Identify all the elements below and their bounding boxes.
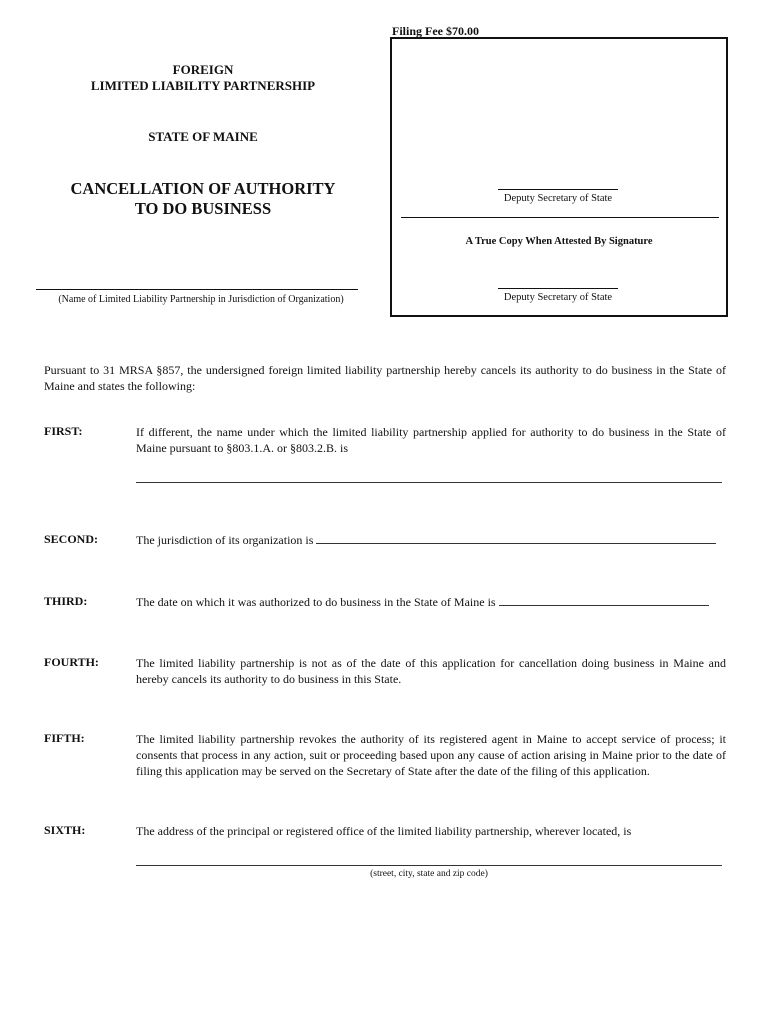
article-fourth-text: The limited liability partnership is not as of the date of this application for cancellation doing business in Maine and hereby cancels its authority to do business in this State. <box>136 656 726 686</box>
authorization-date-field[interactable] <box>499 594 709 606</box>
state-heading: STATE OF MAINE <box>148 129 258 144</box>
article-third-text: The date on which it was authorized to do business in the State of Maine is <box>136 595 496 609</box>
filing-office-box <box>390 37 728 317</box>
deputy-signature-line-2[interactable] <box>498 288 618 289</box>
article-first-text: If different, the name under which the limited liability partnership applied for authority to do business in the State of Maine pursuant to §803.1.A. or §803.2.B. is <box>136 425 726 455</box>
article-first-label: FIRST: <box>44 424 83 438</box>
article-second-label: SECOND: <box>44 532 99 546</box>
article-fifth-text: The limited liability partnership revokes the authority of its registered agent in Maine to accept service of process; it consents that process in any action, suit or proceeding based upon any cause of action arising in Maine prior to the date of filing this application may be served on the Secretary of State after the date of the filing of this application. <box>136 732 726 778</box>
title-line-foreign: FOREIGN <box>172 62 234 77</box>
partnership-name-field[interactable] <box>36 289 358 290</box>
form-title-line1: CANCELLATION OF AUTHORITY <box>70 179 336 198</box>
article-sixth-label: SIXTH: <box>44 823 86 837</box>
deputy-signature-line-1[interactable] <box>498 189 618 190</box>
office-address-caption: (street, city, state and zip code) <box>370 869 488 879</box>
article-first-answer-line[interactable] <box>136 482 722 483</box>
title-line-llp: LIMITED LIABILITY PARTNERSHIP <box>90 78 316 93</box>
form-title <box>40 179 366 219</box>
jurisdiction-field[interactable] <box>316 532 716 544</box>
article-second-row <box>136 532 726 548</box>
filing-fee: Filing Fee $70.00 <box>392 24 479 38</box>
partnership-name-caption: (Name of Limited Liability Partnership in Jurisdiction of Organization) <box>58 294 344 305</box>
deputy-signature-caption-1: Deputy Secretary of State <box>503 193 613 204</box>
office-address-field[interactable] <box>136 865 722 866</box>
deputy-signature-caption-2: Deputy Secretary of State <box>503 292 613 303</box>
article-sixth-text: The address of the principal or registered office of the limited liability partnership, wherever located, is <box>136 824 632 838</box>
article-fifth-label: FIFTH: <box>44 731 85 745</box>
document-type-title <box>40 62 366 94</box>
article-fourth-label: FOURTH: <box>44 655 99 669</box>
article-third-label: THIRD: <box>44 594 88 608</box>
intro-paragraph: Pursuant to 31 MRSA §857, the undersigned foreign limited liability partnership hereby cancels its authority to do business in the State of Maine and states the following: <box>44 363 726 393</box>
article-third-row <box>136 594 726 610</box>
article-second-text: The jurisdiction of its organization is <box>136 533 314 547</box>
true-copy-note: A True Copy When Attested By Signature <box>465 236 653 247</box>
box-divider <box>401 217 719 218</box>
form-title-line2: TO DO BUSINESS <box>134 199 272 218</box>
